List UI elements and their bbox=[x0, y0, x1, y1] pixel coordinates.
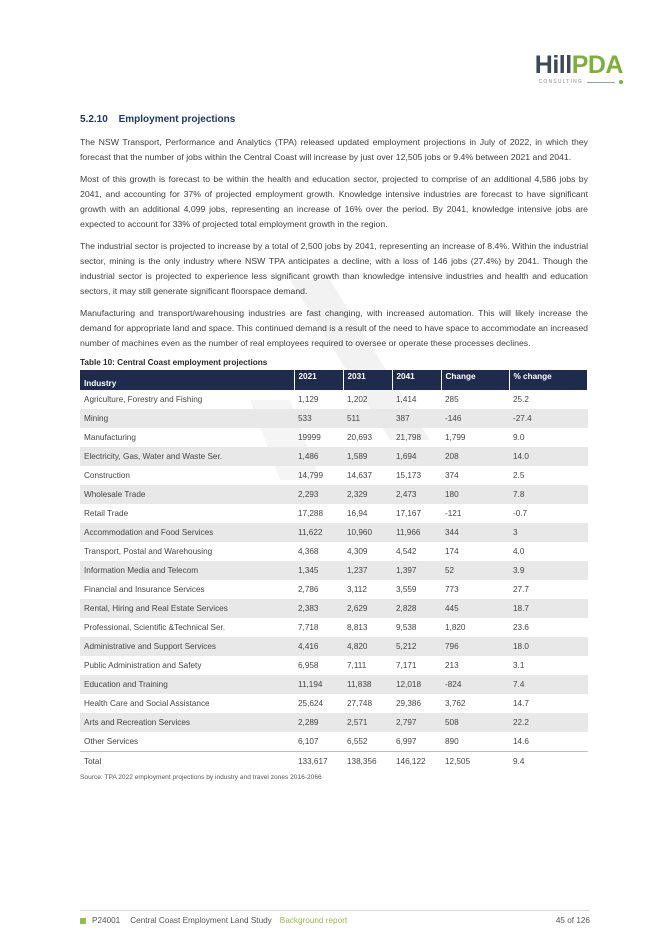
cell-value-2021: 14,799 bbox=[298, 471, 324, 480]
table-header-row bbox=[80, 370, 588, 390]
cell-value-2031: 11,838 bbox=[343, 675, 392, 694]
table-row bbox=[80, 732, 588, 752]
cell-industry: Rental, Hiring and Real Estate Services bbox=[80, 599, 294, 618]
cell-change: 52 bbox=[441, 561, 509, 580]
footer-project-code: P24001 bbox=[92, 916, 121, 925]
cell-value-2031: 4,309 bbox=[347, 547, 368, 556]
cell-pct-change: 2.5 bbox=[513, 471, 525, 480]
header-2021: 2021 bbox=[294, 370, 343, 390]
cell-value-2031: 4,820 bbox=[343, 637, 392, 656]
total-value-2021: 133,617 bbox=[294, 752, 343, 772]
cell-industry: Wholesale Trade bbox=[80, 485, 294, 504]
cell-value-2041: 11,966 bbox=[392, 523, 441, 542]
cell-value-2041: 1,414 bbox=[396, 395, 417, 404]
cell-industry: Electricity, Gas, Water and Waste Ser. bbox=[80, 447, 294, 466]
cell-industry: Mining bbox=[80, 409, 294, 428]
cell-change: 1,799 bbox=[445, 433, 466, 442]
cell-value-2021: 17,288 bbox=[298, 509, 324, 518]
cell-value-2021: 25,624 bbox=[298, 699, 324, 708]
logo-tagline: CONSULTING bbox=[538, 79, 583, 85]
cell-change: 374 bbox=[445, 471, 459, 480]
cell-value-2041: 1,397 bbox=[392, 561, 441, 580]
cell-value-2041: 2,797 bbox=[392, 713, 441, 732]
table-row bbox=[80, 561, 588, 580]
cell-value-2041: 4,542 bbox=[396, 547, 417, 556]
cell-value-2041: 2,828 bbox=[392, 599, 441, 618]
header-industry: Industry bbox=[80, 370, 294, 390]
cell-pct-change: 14.6 bbox=[513, 737, 529, 746]
cell-pct-change: -0.7 bbox=[513, 509, 528, 518]
cell-value-2021: 2,293 bbox=[294, 485, 343, 504]
total-value-2041: 146,122 bbox=[392, 752, 441, 772]
page-content bbox=[80, 114, 588, 781]
cell-value-2021: 533 bbox=[294, 409, 343, 428]
cell-industry: Education and Training bbox=[80, 675, 294, 694]
cell-value-2041: 21,798 bbox=[396, 433, 422, 442]
cell-value-2031: 14,637 bbox=[347, 471, 373, 480]
footer-page-number: 45 of 126 bbox=[555, 916, 590, 925]
table-body bbox=[80, 390, 588, 771]
table-row bbox=[80, 390, 588, 409]
cell-change: 180 bbox=[441, 485, 509, 504]
cell-pct-change: 18.7 bbox=[509, 599, 588, 618]
logo-rule bbox=[587, 82, 615, 83]
cell-value-2031: 511 bbox=[343, 409, 392, 428]
cell-value-2021: 6,958 bbox=[298, 661, 319, 670]
cell-industry: Retail Trade bbox=[84, 509, 129, 518]
cell-value-2021: 1,486 bbox=[294, 447, 343, 466]
cell-pct-change: 4.0 bbox=[513, 547, 525, 556]
cell-pct-change: 7.4 bbox=[509, 675, 588, 694]
table-caption: Table 10: Central Coast employment projections bbox=[80, 358, 268, 367]
cell-industry: Accommodation and Food Services bbox=[80, 523, 294, 542]
table-row bbox=[80, 523, 588, 542]
cell-value-2031: 7,111 bbox=[347, 661, 367, 670]
table-row bbox=[80, 599, 588, 618]
paragraph-4: Manufacturing and transport/warehousing industries are fast changing, with increased automation. This will likely increase the demand for appropriate land and space. This continued demand is a result of the need to have space to accommodate an increased number of machines even as the number of real employees required to oversee or operate these processes declines. bbox=[80, 308, 588, 348]
cell-change: 208 bbox=[441, 447, 509, 466]
cell-pct-change: 9.0 bbox=[513, 433, 525, 442]
cell-value-2041: 12,018 bbox=[392, 675, 441, 694]
cell-change: 445 bbox=[441, 599, 509, 618]
cell-pct-change: 22.2 bbox=[509, 713, 588, 732]
header-change: Change bbox=[441, 370, 509, 390]
table-row bbox=[80, 637, 588, 656]
cell-value-2021: 4,368 bbox=[298, 547, 319, 556]
cell-pct-change: 14.0 bbox=[509, 447, 588, 466]
table-row bbox=[80, 409, 588, 428]
table-row bbox=[80, 466, 588, 485]
cell-value-2031: 8,813 bbox=[347, 623, 368, 632]
cell-industry: Agriculture, Forestry and Fishing bbox=[84, 395, 203, 404]
cell-pct-change: 7.8 bbox=[509, 485, 588, 504]
table-row bbox=[80, 713, 588, 732]
cell-change: 508 bbox=[441, 713, 509, 732]
cell-change: 344 bbox=[441, 523, 509, 542]
cell-value-2031: 2,571 bbox=[343, 713, 392, 732]
table-row bbox=[80, 485, 588, 504]
cell-change: -824 bbox=[441, 675, 509, 694]
footer-square-icon bbox=[80, 918, 86, 924]
cell-change: 213 bbox=[445, 661, 459, 670]
footer-document-title: Central Coast Employment Land Study bbox=[130, 916, 272, 925]
cell-change: 174 bbox=[445, 547, 459, 556]
logo-text-hill: Hill bbox=[534, 51, 572, 79]
page-footer bbox=[80, 910, 590, 925]
table-row bbox=[80, 675, 588, 694]
cell-value-2041: 387 bbox=[392, 409, 441, 428]
hillpda-logo bbox=[535, 52, 623, 85]
paragraph-1: The NSW Transport, Performance and Analytics (TPA) released updated employment projections in July of 2022, in which they forecast that the number of jobs within the Central Coast will increase by just over 12,505 jobs or 9.4% between 2021 and 2041. bbox=[80, 137, 588, 162]
cell-value-2031: 1,589 bbox=[343, 447, 392, 466]
table-row bbox=[80, 504, 588, 523]
total-change: 12,505 bbox=[441, 752, 509, 772]
table-row bbox=[80, 428, 588, 447]
table-row bbox=[80, 447, 588, 466]
logo-text-pda: PDA bbox=[571, 51, 623, 79]
total-industry: Total bbox=[80, 752, 294, 772]
cell-value-2031: 2,629 bbox=[343, 599, 392, 618]
cell-industry: Administrative and Support Services bbox=[80, 637, 294, 656]
cell-change: 1,820 bbox=[445, 623, 466, 632]
paragraph-3: The industrial sector is projected to increase by a total of 2,500 jobs by 2041, representing an increase of 8.4%. Within the industrial sector, mining is the only industry where NSW TPA anticipates a decline, with a loss of 146 jobs (27.4%) by 2041. Though the industrial sector is projected to experience less significant growth than knowledge intensive industries and health and education sectors, it may still generate significant floorspace demand. bbox=[80, 241, 588, 296]
cell-change: 285 bbox=[445, 395, 459, 404]
cell-value-2041: 6,997 bbox=[396, 737, 417, 746]
cell-value-2031: 16,94 bbox=[347, 509, 368, 518]
cell-change: 773 bbox=[445, 585, 459, 594]
cell-value-2031: 3,112 bbox=[347, 585, 367, 594]
cell-value-2021: 19999 bbox=[298, 433, 321, 442]
table-row bbox=[80, 656, 588, 675]
cell-industry: Other Services bbox=[84, 737, 139, 746]
cell-pct-change: 25.2 bbox=[513, 395, 529, 404]
cell-value-2041: 2,473 bbox=[392, 485, 441, 504]
cell-value-2021: 7,718 bbox=[298, 623, 319, 632]
cell-value-2041: 5,212 bbox=[392, 637, 441, 656]
section-number: 5.2.10 bbox=[80, 114, 108, 125]
cell-industry: Transport, Postal and Warehousing bbox=[84, 547, 213, 556]
paragraph-2: Most of this growth is forecast to be within the health and education sector, projected to comprise of an additional 4,586 jobs by 2041, and accounting for 37% of projected employment growth. Knowledge intensive industries are forecast to have significant growth with an additional 4,099 jobs, representing an increase of 16% over the period. By 2041, knowledge intensive jobs are expected to account for 33% of projected total employment growth in the region. bbox=[80, 174, 588, 229]
cell-value-2031: 10,960 bbox=[343, 523, 392, 542]
cell-value-2021: 1,129 bbox=[298, 395, 319, 404]
section-heading bbox=[80, 114, 588, 125]
cell-industry: Health Care and Social Assistance bbox=[84, 699, 210, 708]
cell-industry: Financial and Insurance Services bbox=[84, 585, 205, 594]
cell-change: -121 bbox=[445, 509, 462, 518]
cell-industry: Information Media and Telecom bbox=[80, 561, 294, 580]
table-row bbox=[80, 618, 588, 637]
cell-industry: Manufacturing bbox=[84, 433, 136, 442]
cell-pct-change: 3 bbox=[509, 523, 588, 542]
cell-value-2021: 6,107 bbox=[298, 737, 319, 746]
cell-value-2031: 1,237 bbox=[343, 561, 392, 580]
cell-pct-change: 18.0 bbox=[509, 637, 588, 656]
cell-value-2021: 2,289 bbox=[294, 713, 343, 732]
cell-value-2041: 17,167 bbox=[396, 509, 422, 518]
table-source: Source: TPA 2022 employment projections by industry and travel zones 2016-2066 bbox=[80, 774, 322, 781]
cell-value-2041: 15,173 bbox=[396, 471, 422, 480]
cell-value-2031: 27,748 bbox=[347, 699, 373, 708]
cell-value-2031: 6,552 bbox=[347, 737, 368, 746]
cell-pct-change: -27.4 bbox=[509, 409, 588, 428]
table-total-row bbox=[80, 752, 588, 772]
cell-pct-change: 3.1 bbox=[513, 661, 525, 670]
header-2041: 2041 bbox=[392, 370, 441, 390]
cell-change: 3,762 bbox=[445, 699, 466, 708]
footer-document-subtitle: Background report bbox=[279, 916, 348, 925]
cell-value-2031: 1,202 bbox=[347, 395, 368, 404]
header-pct-change: % change bbox=[509, 370, 588, 390]
cell-value-2041: 1,694 bbox=[392, 447, 441, 466]
cell-pct-change: 27.7 bbox=[513, 585, 529, 594]
cell-change: 796 bbox=[441, 637, 509, 656]
cell-value-2021: 4,416 bbox=[294, 637, 343, 656]
cell-industry: Construction bbox=[84, 471, 130, 480]
cell-value-2021: 2,383 bbox=[294, 599, 343, 618]
cell-value-2031: 20,693 bbox=[347, 433, 373, 442]
cell-industry: Professional, Scientific &Technical Ser. bbox=[84, 623, 226, 632]
cell-pct-change: 23.6 bbox=[513, 623, 529, 632]
logo-dot-icon bbox=[619, 80, 623, 84]
total-value-2031: 138,356 bbox=[343, 752, 392, 772]
cell-value-2041: 7,171 bbox=[396, 661, 417, 670]
header-2031: 2031 bbox=[343, 370, 392, 390]
total-pct-change: 9.4 bbox=[509, 752, 588, 772]
cell-change: -146 bbox=[441, 409, 509, 428]
cell-value-2041: 29,386 bbox=[396, 699, 422, 708]
table-row bbox=[80, 694, 588, 713]
cell-value-2021: 2,786 bbox=[298, 585, 319, 594]
table-row bbox=[80, 580, 588, 599]
cell-change: 890 bbox=[445, 737, 459, 746]
cell-industry: Arts and Recreation Services bbox=[80, 713, 294, 732]
cell-industry: Public Administration and Safety bbox=[84, 661, 202, 670]
employment-projections-table bbox=[80, 370, 588, 771]
cell-value-2041: 9,538 bbox=[396, 623, 417, 632]
cell-pct-change: 14.7 bbox=[513, 699, 529, 708]
table-row bbox=[80, 542, 588, 561]
cell-value-2041: 3,559 bbox=[396, 585, 417, 594]
section-title: Employment projections bbox=[118, 114, 236, 125]
cell-value-2021: 11,622 bbox=[294, 523, 343, 542]
cell-pct-change: 3.9 bbox=[509, 561, 588, 580]
cell-value-2031: 2,329 bbox=[343, 485, 392, 504]
cell-value-2021: 11,194 bbox=[294, 675, 343, 694]
cell-value-2021: 1,345 bbox=[294, 561, 343, 580]
